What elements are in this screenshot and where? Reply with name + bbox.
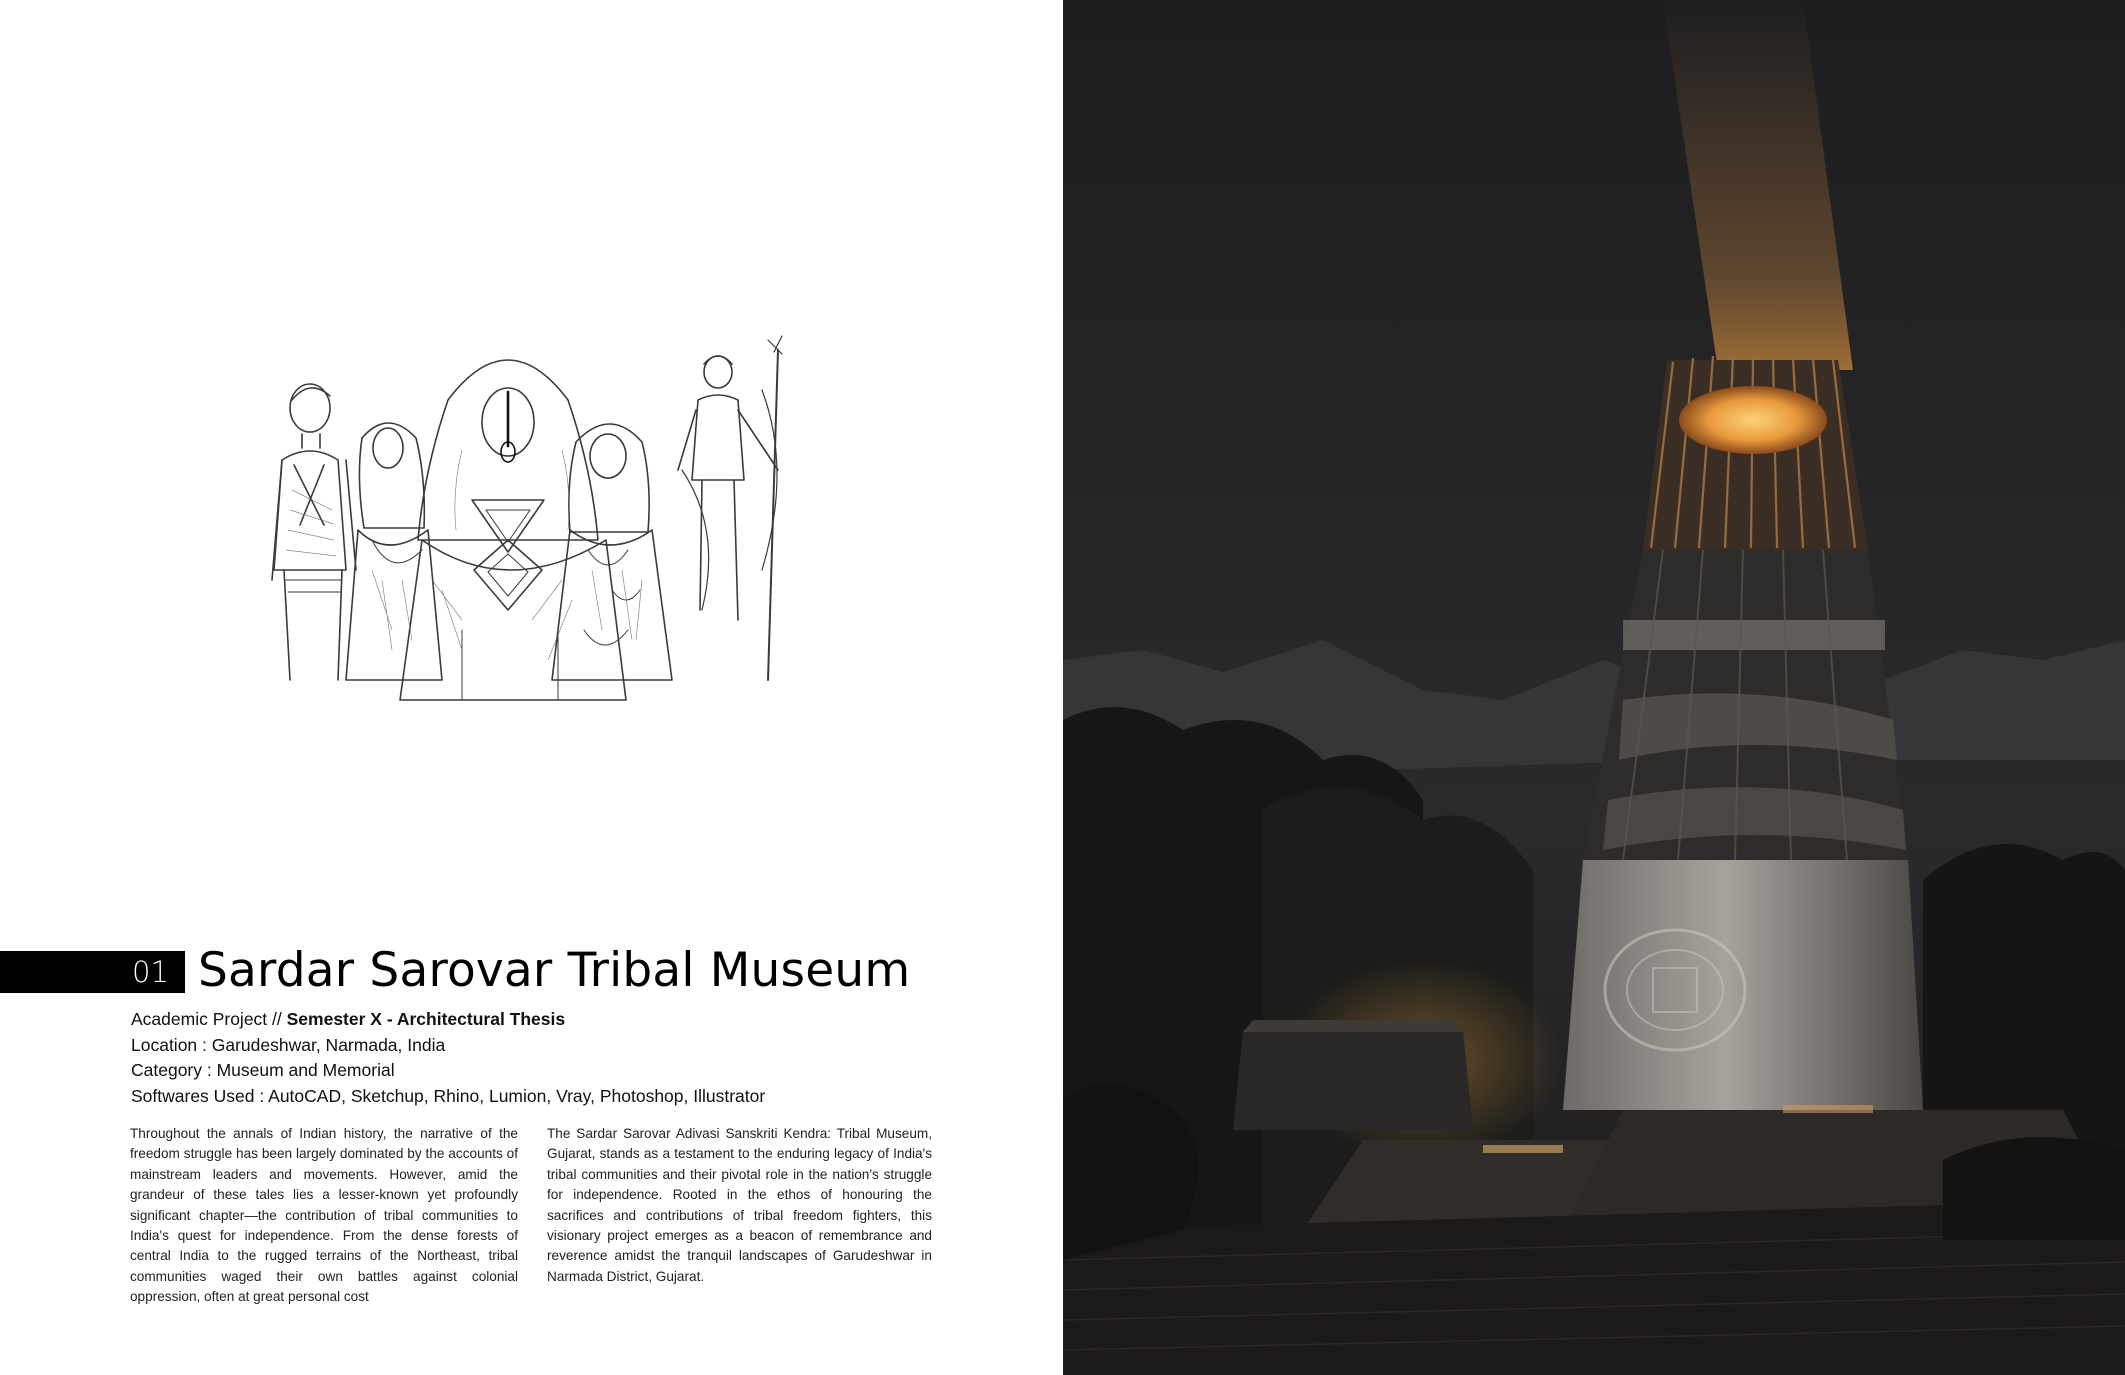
- academic-line: [131, 1007, 1031, 1033]
- tower-night-render: [1063, 0, 2125, 1375]
- academic-label: Academic Project //: [131, 1009, 287, 1029]
- description-column-2: The Sardar Sarovar Adivasi Sanskriti Kendra: Tribal Museum, Gujarat, stands as a testament to the enduring legacy of India's tribal communities and their pivotal role in the nation's struggle for independence. Rooted in the ethos of honouring the sacrifices and contributions of tribal freedom fighters, this visionary project emerges as a beacon of remembrance and reverence amidst the tranquil landscapes of Garudeshwar in Narmada District, Gujarat.: [547, 1126, 932, 1284]
- right-page: [1063, 0, 2125, 1375]
- academic-value: Semester X - Architectural Thesis: [286, 1009, 566, 1029]
- tribal-figures-sketch: [262, 330, 802, 710]
- softwares-line: Softwares Used : AutoCAD, Sketchup, Rhino, Lumion, Vray, Photoshop, Illustrator: [131, 1085, 766, 1106]
- description-column-1: Throughout the annals of Indian history, the narrative of the freedom struggle has been largely dominated by the accounts of mainstream leaders and movements. However, amid the grandeur of these tales lies a lesser-known yet profoundly significant chapter—the contribution of tribal communities to India's quest for independence. From the dense forests of central India to the rugged terrains of the Northeast, tribal communities waged their own battles against colonial oppression, often at great personal cost: [130, 1126, 518, 1305]
- category-line: Category : Museum and Memorial: [131, 1060, 395, 1080]
- project-number: 01: [132, 955, 169, 989]
- project-title: Sardar Sarovar Tribal Museum: [198, 943, 911, 998]
- project-meta: [131, 1007, 1031, 1109]
- location-line: Location : Garudeshwar, Narmada, India: [131, 1034, 446, 1055]
